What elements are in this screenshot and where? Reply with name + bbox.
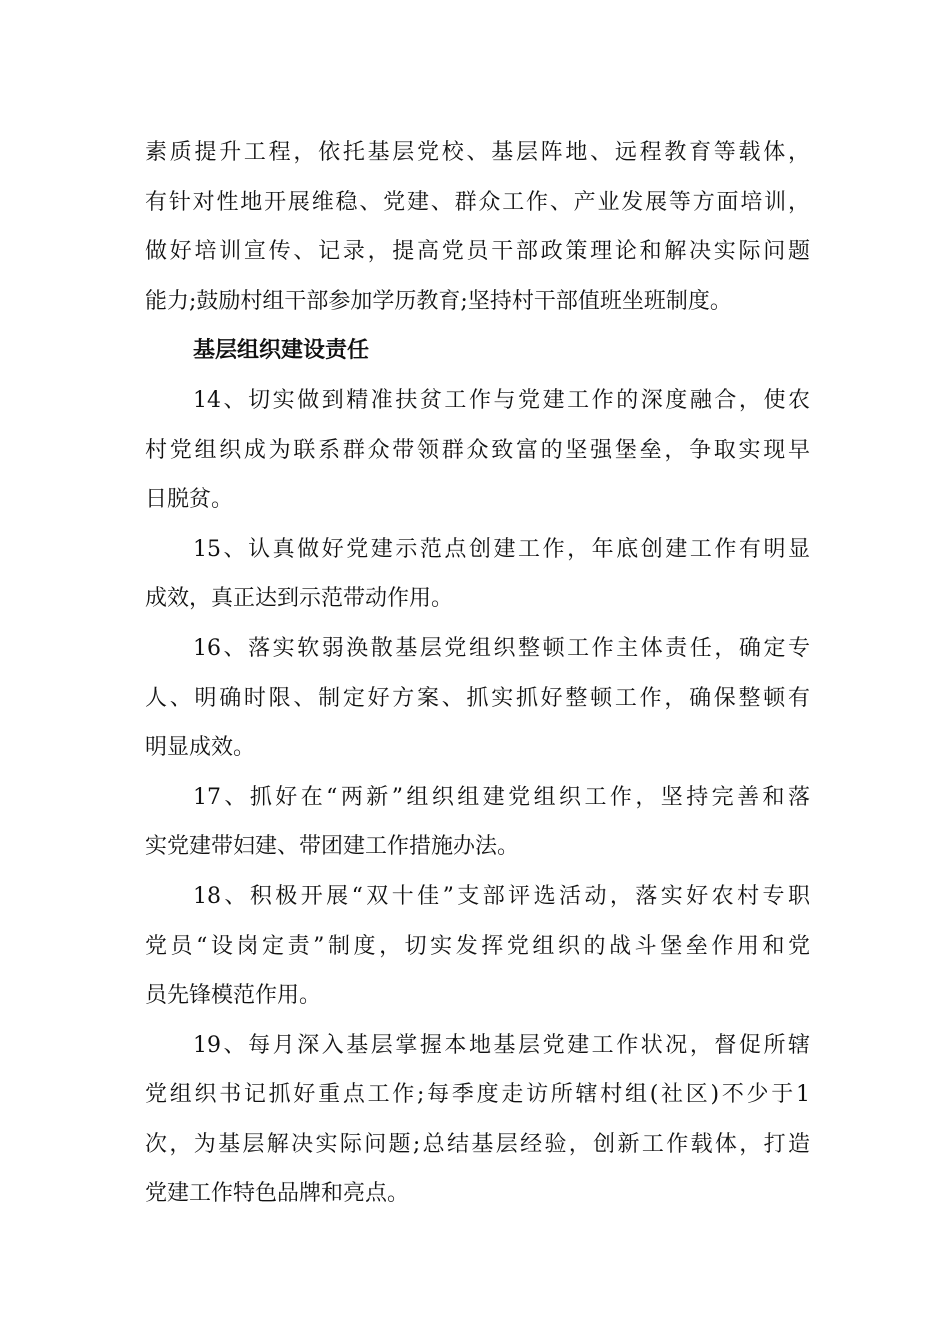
section-heading: 基层组织建设责任 <box>193 338 370 364</box>
list-item <box>145 376 810 525</box>
document-body <box>145 128 810 1219</box>
item-line: 员先锋模范作用。 <box>145 983 322 1009</box>
item-line: 明显成效。 <box>145 735 256 761</box>
item-line: 党建工作特色品牌和亮点。 <box>145 1181 410 1207</box>
item-line: 党组织书记抓好重点工作;每季度走访所辖村组(社区)不少于1 <box>145 1082 810 1108</box>
intro-line: 能力;鼓励村组干部参加学历教育;坚持村干部值班坐班制度。 <box>145 288 732 314</box>
list-item <box>145 773 810 872</box>
item-line: 实党建带妇建、带团建工作措施办法。 <box>145 834 520 860</box>
list-item <box>145 1021 810 1219</box>
list-item <box>145 624 810 773</box>
item-line: 19、每月深入基层掌握本地基层党建工作状况，督促所辖 <box>193 1032 810 1058</box>
list-item <box>145 872 810 1021</box>
list-item <box>145 525 810 624</box>
intro-line: 有针对性地开展维稳、党建、群众工作、产业发展等方面培训， <box>145 189 810 215</box>
item-line: 15、认真做好党建示范点创建工作，年底创建工作有明显 <box>193 536 810 562</box>
item-line: 党员“设岗定责”制度，切实发挥党组织的战斗堡垒作用和党 <box>145 933 810 959</box>
intro-line: 做好培训宣传、记录，提高党员干部政策理论和解决实际问题 <box>145 239 810 265</box>
item-line: 成效，真正达到示范带动作用。 <box>145 586 454 612</box>
item-line: 村党组织成为联系群众带领群众致富的坚强堡垒，争取实现早 <box>145 437 810 463</box>
item-line: 14、切实做到精准扶贫工作与党建工作的深度融合，使农 <box>193 387 810 413</box>
item-line: 18、积极开展“双十佳”支部评选活动，落实好农村专职 <box>193 883 810 909</box>
item-line: 16、落实软弱涣散基层党组织整顿工作主体责任，确定专 <box>193 635 810 661</box>
item-line: 日脱贫。 <box>145 487 234 513</box>
item-line: 17、抓好在“两新”组织组建党组织工作，坚持完善和落 <box>193 784 810 810</box>
intro-line: 素质提升工程，依托基层党校、基层阵地、远程教育等载体， <box>145 140 810 165</box>
item-line: 人、明确时限、制定好方案、抓实抓好整顿工作，确保整顿有 <box>145 685 810 711</box>
item-line: 次，为基层解决实际问题;总结基层经验，创新工作载体，打造 <box>145 1131 810 1157</box>
